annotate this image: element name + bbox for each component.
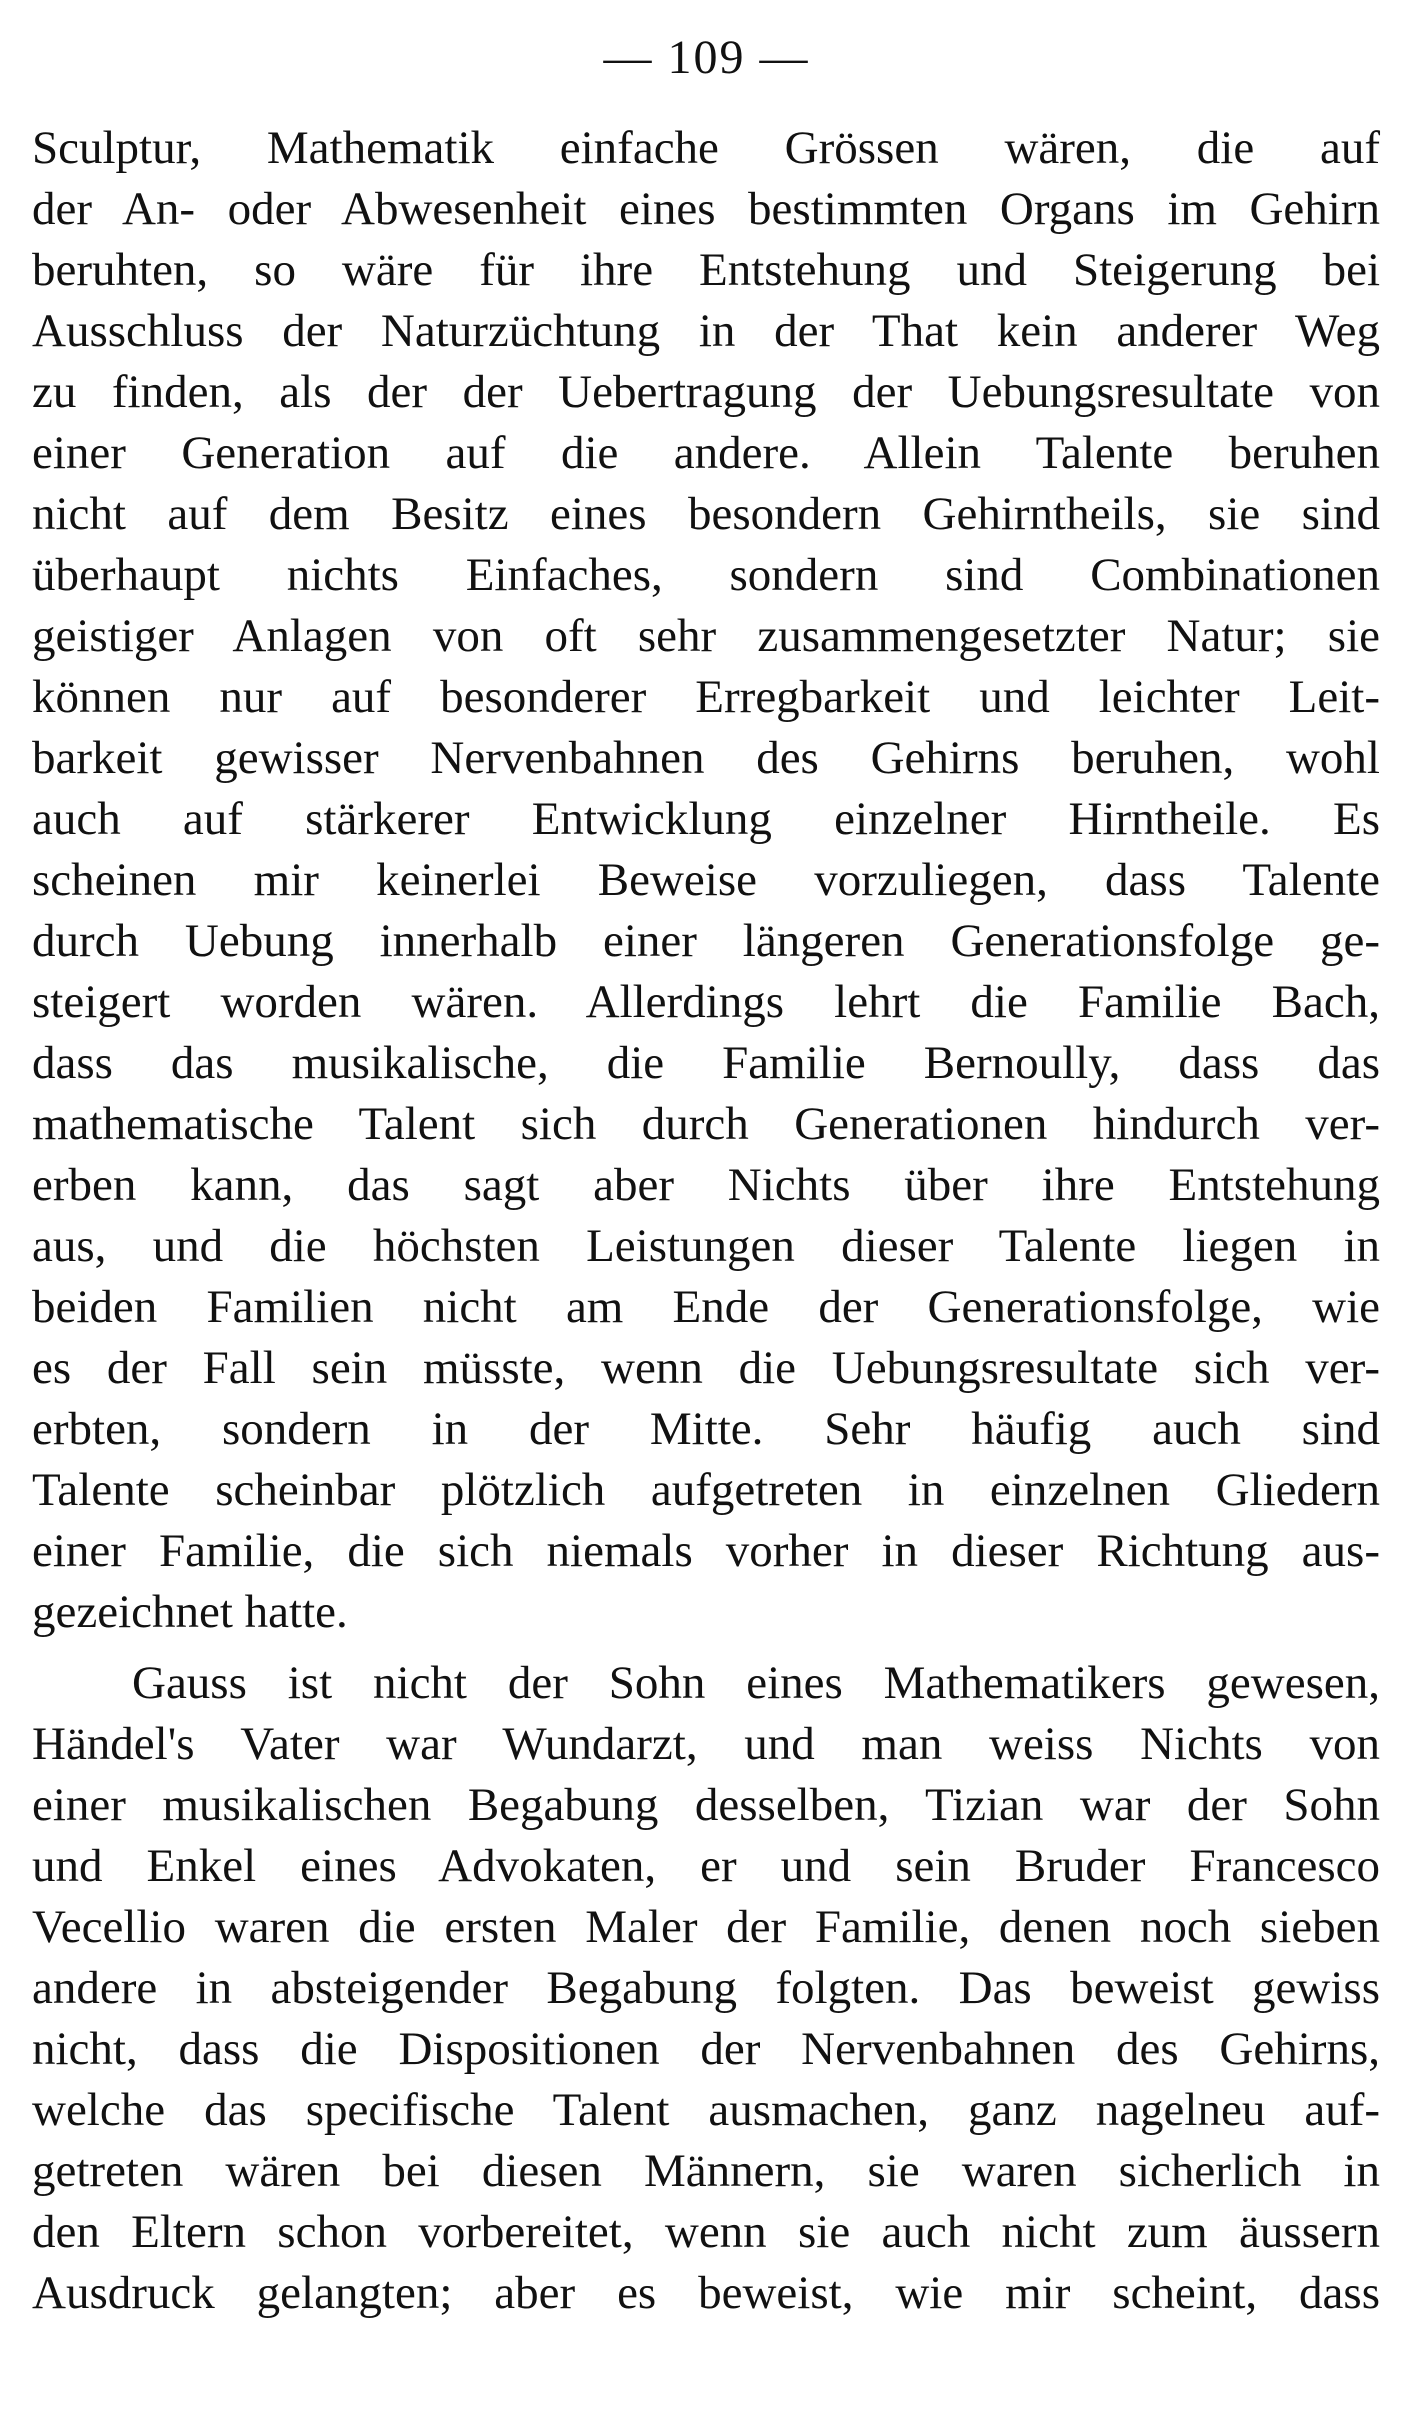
text-line: beruhten, so wäre für ihre Entstehung und Steigerung bei bbox=[32, 244, 1380, 296]
text-line: nicht auf dem Besitz eines besondern Gehirntheils, sie sind bbox=[32, 488, 1380, 540]
text-line: Ausdruck gelangten; aber es beweist, wie mir scheint, dass bbox=[32, 2267, 1380, 2319]
text-line: Talente scheinbar plötzlich aufgetreten in einzelnen Gliedern bbox=[32, 1464, 1380, 1516]
text-line: den Eltern schon vorbereitet, wenn sie auch nicht zum äussern bbox=[32, 2206, 1380, 2258]
page-number: — 109 — bbox=[603, 31, 810, 84]
text-line: andere in absteigender Begabung folgten. Das beweist gewiss bbox=[32, 1962, 1380, 2014]
text-line: es der Fall sein müsste, wenn die Uebungsresultate sich ver- bbox=[32, 1342, 1380, 1394]
paragraph-gap bbox=[32, 1643, 1380, 1653]
text-line: welche das specifische Talent ausmachen, ganz nagelneu auf- bbox=[32, 2084, 1380, 2136]
text-line: gezeichnet hatte. bbox=[32, 1586, 348, 1638]
text-line: zu finden, als der der Uebertragung der Uebungsresultate von bbox=[32, 366, 1380, 418]
body-text bbox=[32, 118, 1380, 2324]
text-line: Sculptur, Mathematik einfache Grössen wären, die auf bbox=[32, 122, 1380, 174]
text-line: aus, und die höchsten Leistungen dieser Talente liegen in bbox=[32, 1220, 1380, 1272]
text-line: Vecellio waren die ersten Maler der Familie, denen noch sieben bbox=[32, 1901, 1380, 1953]
text-line: und Enkel eines Advokaten, er und sein Bruder Francesco bbox=[32, 1840, 1380, 1892]
text-line: können nur auf besonderer Erregbarkeit und leichter Leit- bbox=[32, 671, 1380, 723]
text-line: der An- oder Abwesenheit eines bestimmten Organs im Gehirn bbox=[32, 183, 1380, 235]
text-line: erbten, sondern in der Mitte. Sehr häufig auch sind bbox=[32, 1403, 1380, 1455]
text-line: geistiger Anlagen von oft sehr zusammengesetzter Natur; sie bbox=[32, 610, 1380, 662]
paragraph-2 bbox=[32, 1653, 1380, 2324]
text-line: auch auf stärkerer Entwicklung einzelner Hirntheile. Es bbox=[32, 793, 1380, 845]
text-line: Händel's Vater war Wundarzt, und man weiss Nichts von bbox=[32, 1718, 1380, 1770]
text-line: barkeit gewisser Nervenbahnen des Gehirns beruhen, wohl bbox=[32, 732, 1380, 784]
text-line: Gauss ist nicht der Sohn eines Mathematikers gewesen, bbox=[132, 1657, 1380, 1709]
text-line: mathematische Talent sich durch Generationen hindurch ver- bbox=[32, 1098, 1380, 1150]
text-line: Ausschluss der Naturzüchtung in der That kein anderer Weg bbox=[32, 305, 1380, 357]
text-line: einer musikalischen Begabung desselben, Tizian war der Sohn bbox=[32, 1779, 1380, 1831]
text-line: erben kann, das sagt aber Nichts über ihre Entstehung bbox=[32, 1159, 1380, 1211]
text-line: einer Familie, die sich niemals vorher in dieser Richtung aus- bbox=[32, 1525, 1380, 1577]
paragraph-1 bbox=[32, 118, 1380, 1643]
text-line: steigert worden wären. Allerdings lehrt die Familie Bach, bbox=[32, 976, 1380, 1028]
text-line: dass das musikalische, die Familie Bernoully, dass das bbox=[32, 1037, 1380, 1089]
text-line: einer Generation auf die andere. Allein Talente beruhen bbox=[32, 427, 1380, 479]
text-line: überhaupt nichts Einfaches, sondern sind Combinationen bbox=[32, 549, 1380, 601]
text-line: getreten wären bei diesen Männern, sie waren sicherlich in bbox=[32, 2145, 1380, 2197]
text-line: scheinen mir keinerlei Beweise vorzuliegen, dass Talente bbox=[32, 854, 1380, 906]
text-line: durch Uebung innerhalb einer längeren Generationsfolge ge- bbox=[32, 915, 1380, 967]
text-line: nicht, dass die Dispositionen der Nervenbahnen des Gehirns, bbox=[32, 2023, 1380, 2075]
text-line: beiden Familien nicht am Ende der Generationsfolge, wie bbox=[32, 1281, 1380, 1333]
